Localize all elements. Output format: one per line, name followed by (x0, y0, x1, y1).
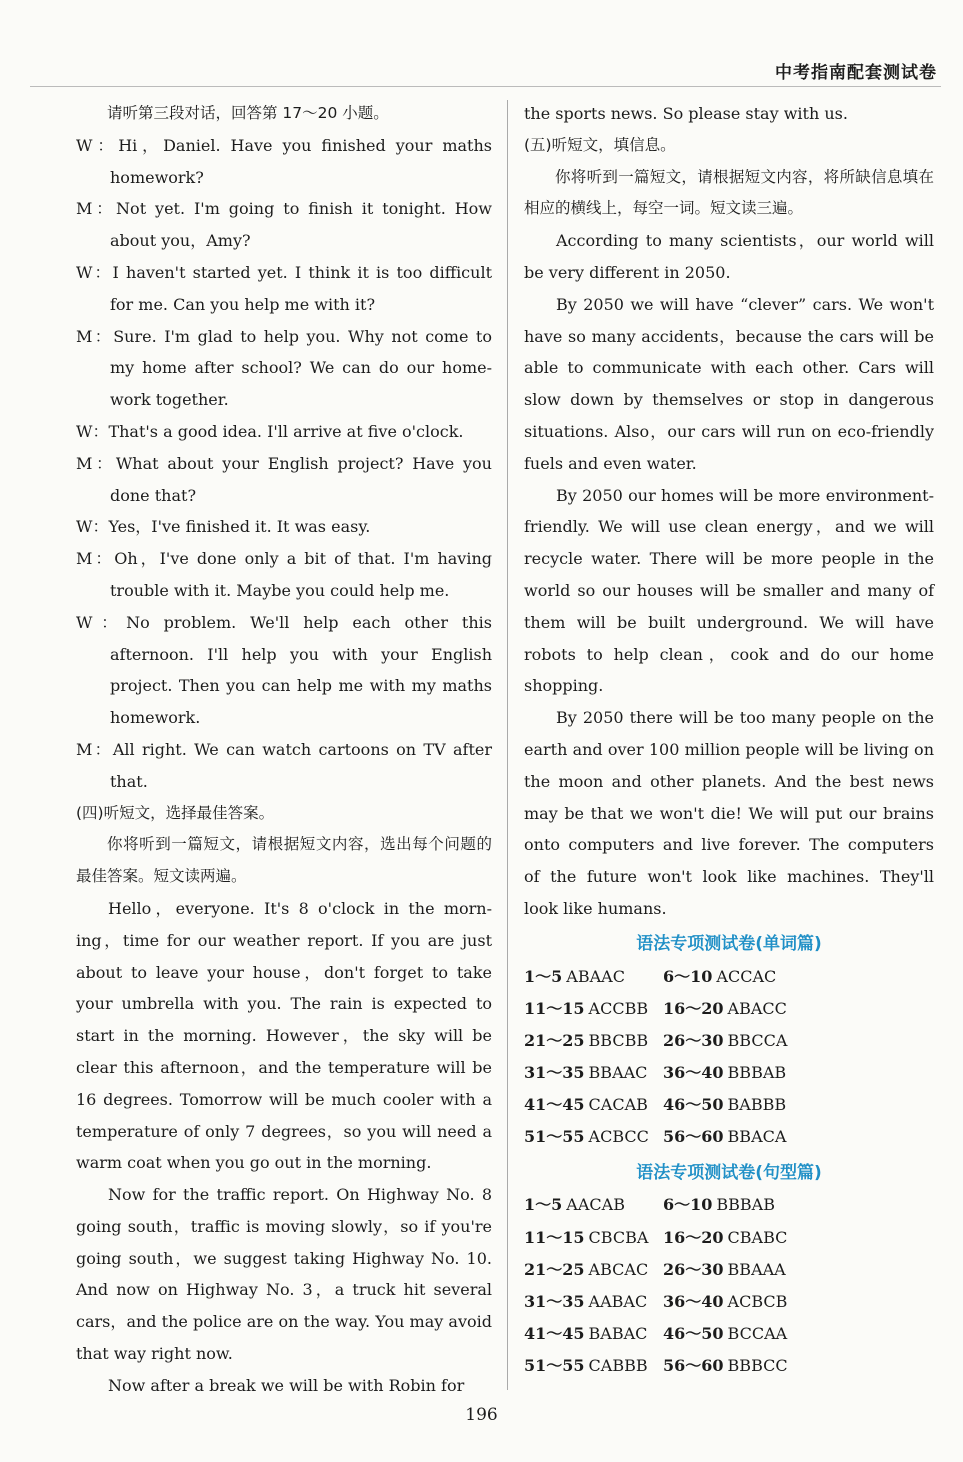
answer-cell (524, 1286, 663, 1318)
answer-cell (524, 1057, 663, 1089)
answer-letters: CBABC (727, 1227, 788, 1247)
answer-range: 31～35 (524, 1063, 585, 1083)
answer-keys (524, 929, 934, 1383)
passage-paragraph: By 2050 we will have “clever” cars. We won't have so many accidents，because the cars will be able to communicate with each other. Cars will slow down by themselves or stop in dangerous situations. Also，our cars will run on eco-friendly fuels and even water. (524, 294, 934, 473)
answer-row (524, 1286, 934, 1318)
answer-row (524, 961, 934, 993)
answer-range: 11～15 (524, 1227, 585, 1247)
answer-range: 46～50 (663, 1095, 724, 1115)
answer-range: 26～30 (663, 1259, 724, 1279)
answer-row (524, 1121, 934, 1153)
dialogue-intro: 请听第三段对话，回答第 17～20 小题。 (107, 104, 389, 122)
answer-letters: AABAC (588, 1292, 648, 1311)
answer-section-title: 语法专项测试卷(句型篇) (636, 1162, 822, 1183)
answer-cell (663, 1318, 802, 1350)
answer-cell (663, 1286, 802, 1318)
section5-instruction: 你将听到一篇短文，请根据短文内容，将所缺信息填在相应的横线上，每空一词。短文读三遍。 (524, 167, 934, 218)
answer-range: 26～30 (663, 1030, 724, 1050)
passage-paragraph: Hello，everyone. It's 8 o'clock in the morn-ing，time for our weather report. If you are just about to leave your house，don't forget to take your umbrella with you. The rain is expected to start in the morning. However，the sky will be clear this afternoon，and the temperature will be 16 degrees. Tomorrow will be much cooler with a temperature of only 7 degrees，so you will need a warm coat when you go out in the morning. (76, 898, 492, 1173)
answer-letters: BBAAA (727, 1259, 786, 1279)
dialogue-line: W：Yes，I've finished it. It was easy. (76, 517, 371, 537)
answer-letters: BBCCA (727, 1030, 788, 1050)
answer-letters: ABAAC (566, 966, 625, 986)
answer-range: 41～45 (524, 1095, 585, 1115)
passage-paragraph: By 2050 our homes will be more environment-friendly. We will use clean energy，and we will recycle water. There will be more people in the world so our houses will be smaller and many of them will be built underground. We will have robots to help clean，cook and do our home shopping. (524, 485, 934, 696)
answer-cell (524, 1254, 663, 1286)
answer-range: 36～40 (663, 1063, 724, 1083)
answer-range: 51～55 (524, 1127, 585, 1147)
answer-letters: ACCBB (588, 998, 649, 1018)
answer-cell (524, 1318, 663, 1350)
answer-row (524, 993, 934, 1025)
answer-letters: BABAC (588, 1324, 648, 1344)
answer-row (524, 1350, 934, 1382)
dialogue-line: M：Oh，I've done only a bit of that. I'm having trouble with it. Maybe you could help me. (76, 549, 492, 600)
answer-cell (663, 1222, 802, 1254)
answer-cell (524, 1089, 663, 1121)
answer-row (524, 1089, 934, 1121)
answer-range: 1～5 (524, 966, 563, 986)
answer-letters: CABBB (588, 1356, 648, 1376)
answer-cell (524, 1189, 663, 1221)
answer-row (524, 1189, 934, 1221)
answer-letters: CACAB (588, 1095, 648, 1115)
page-number: 196 (465, 1405, 498, 1425)
dialogue-line: M：Sure. I'm glad to help you. Why not come to my home after school? We can do our home-work together. (76, 326, 492, 410)
answer-letters: ABCAC (588, 1259, 649, 1279)
answer-range: 6～10 (663, 1195, 713, 1215)
answer-cell (524, 1121, 663, 1153)
answer-letters: ACBCB (727, 1292, 788, 1311)
answer-range: 51～55 (524, 1356, 585, 1376)
answer-range: 21～25 (524, 1030, 585, 1050)
header-rule (30, 86, 941, 87)
dialogue-line: M：All right. We can watch cartoons on TV after that. (76, 739, 492, 791)
answer-cell (663, 1189, 802, 1221)
dialogue-line: W：I haven't started yet. I think it is too difficult for me. Can you help me with it? (76, 262, 492, 314)
answer-cell (663, 1025, 802, 1057)
answer-letters: BBBAB (727, 1063, 787, 1083)
right-column (524, 98, 934, 1383)
section5-title: (五)听短文，填信息。 (524, 135, 676, 154)
answer-letters: ABACC (727, 998, 787, 1018)
answer-cell (524, 1350, 663, 1382)
answer-cell (663, 1254, 802, 1286)
answer-range: 56～60 (663, 1356, 724, 1376)
answer-letters: ACCAC (716, 966, 777, 986)
answer-row (524, 1057, 934, 1089)
answer-range: 56～60 (663, 1127, 724, 1147)
column-divider (507, 100, 508, 1390)
passage-continuation: the sports news. So please stay with us. (524, 104, 848, 123)
answer-row (524, 1254, 934, 1286)
answer-letters: BBACA (727, 1127, 787, 1147)
answer-row (524, 1025, 934, 1057)
answer-cell (663, 1121, 802, 1153)
dialogue-line: M：Not yet. I'm going to finish it tonight. How about you，Amy? (76, 199, 492, 251)
answer-letters: BABBB (727, 1095, 787, 1115)
answer-letters: BBBCC (727, 1356, 788, 1376)
answer-row (524, 1222, 934, 1254)
answer-letters: BBCBB (588, 1030, 649, 1050)
answer-letters: ACBCC (588, 1127, 649, 1147)
left-column (76, 98, 492, 1402)
dialogue (76, 130, 492, 798)
answer-range: 36～40 (663, 1292, 724, 1311)
answer-letters: BBAAC (588, 1063, 648, 1083)
answer-letters: BCCAA (727, 1324, 788, 1344)
answer-range: 21～25 (524, 1259, 585, 1279)
answer-cell (524, 961, 663, 993)
answer-section-title: 语法专项测试卷(单词篇) (636, 933, 822, 954)
answer-cell (663, 993, 802, 1025)
answer-range: 1～5 (524, 1195, 563, 1215)
passage-paragraph: According to many scientists，our world will be very different in 2050. (524, 231, 934, 282)
answer-range: 41～45 (524, 1324, 585, 1344)
dialogue-line: W：That's a good idea. I'll arrive at five o'clock. (76, 421, 464, 441)
dialogue-line: W：Hi，Daniel. Have you finished your maths homework? (76, 135, 492, 187)
answer-cell (663, 1089, 802, 1121)
answer-cell (524, 1025, 663, 1057)
answer-letters: AACAB (566, 1195, 625, 1215)
answer-range: 31～35 (524, 1292, 585, 1311)
answer-range: 6～10 (663, 966, 713, 986)
answer-cell (663, 1057, 802, 1089)
answer-cell (663, 1350, 802, 1382)
dialogue-line: M：What about your English project? Have you done that? (76, 453, 492, 505)
answer-range: 16～20 (663, 998, 724, 1018)
passage-paragraph: By 2050 there will be too many people on the earth and over 100 million people will be living on the moon and other planets. And the best news may be that we won't die! We will put our brains onto computers and live forever. The computers of the future won't look like machines. They'll look like humans. (524, 708, 934, 918)
header-title: 中考指南配套测试卷 (775, 63, 937, 83)
answer-range: 11～15 (524, 998, 585, 1018)
section4-title: (四)听短文，选择最佳答案。 (76, 803, 275, 822)
answer-range: 46～50 (663, 1324, 724, 1344)
answer-letters: BBBAB (716, 1195, 775, 1215)
passage-paragraph: Now for the traffic report. On Highway No. 8 going south，traffic is moving slowly，so if you're going south，we suggest taking Highway No. 10. And now on Highway No. 3，a truck hit several cars，and the police are on the way. You may avoid that way right now. (76, 1185, 492, 1364)
answer-letters: CBCBA (588, 1227, 649, 1247)
passage-paragraph: Now after a break we will be with Robin for (108, 1375, 465, 1395)
answer-cell (524, 993, 663, 1025)
answer-range: 16～20 (663, 1227, 724, 1247)
answer-cell (524, 1222, 663, 1254)
answer-cell (663, 961, 802, 993)
section4-instruction: 你将听到一篇短文，请根据短文内容，选出每个问题的最佳答案。短文读两遍。 (76, 835, 492, 886)
dialogue-line: W：No problem. We'll help each other this afternoon. I'll help you with your English project. Then you can help me with my maths homework. (76, 612, 492, 728)
answer-row (524, 1318, 934, 1350)
